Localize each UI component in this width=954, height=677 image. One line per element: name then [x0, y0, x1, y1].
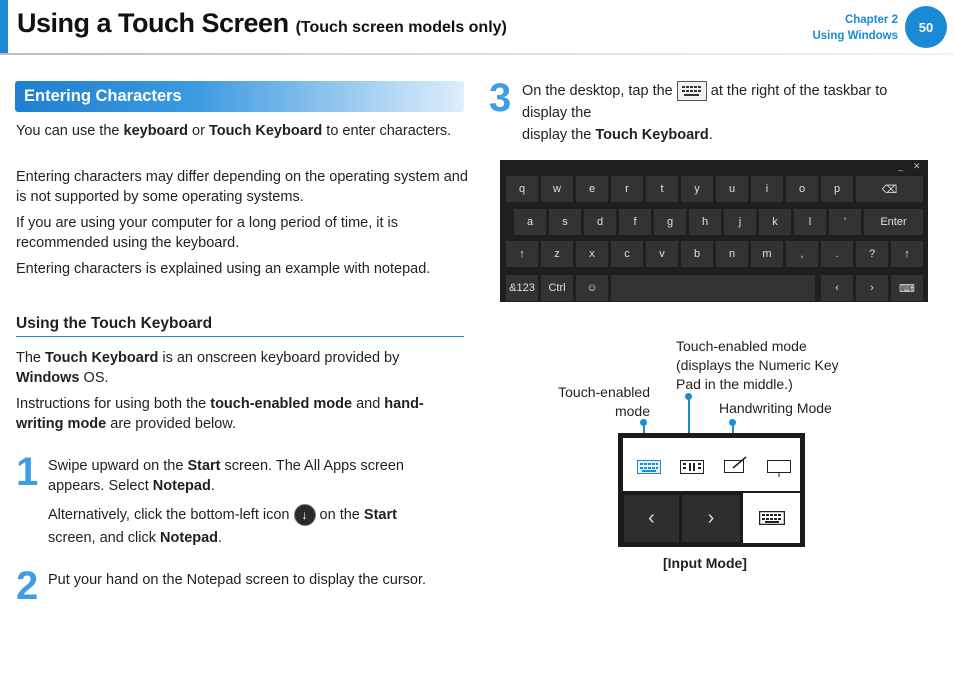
text-run: Swipe upward on the	[48, 458, 188, 474]
text-run: .	[708, 127, 713, 143]
keyboard-switch-button[interactable]	[743, 493, 800, 543]
input-mode-selector	[623, 438, 800, 491]
key-k[interactable]: k	[759, 209, 791, 235]
key-j[interactable]: j	[724, 209, 756, 235]
text-run: OS.	[79, 370, 109, 386]
text-run: or	[187, 123, 209, 139]
key-v[interactable]: v	[646, 241, 678, 267]
key-s[interactable]: s	[549, 209, 581, 235]
key-u[interactable]: u	[716, 176, 748, 202]
key-r[interactable]: r	[611, 176, 643, 202]
key-symbol[interactable]: ↑	[506, 241, 538, 267]
numeric-pointer-dot	[685, 393, 692, 400]
text-run: Alternatively, click the bottom-left icon	[48, 507, 294, 523]
subsection-heading: Using the Touch Keyboard	[16, 315, 464, 337]
key-symbol[interactable]: ☺	[576, 275, 608, 301]
text-run: You can use the	[16, 123, 124, 139]
bold-text: Notepad	[152, 478, 211, 494]
text-run: are provided below.	[106, 416, 237, 432]
chevron-right-icon: ›	[707, 507, 715, 529]
touch-keyboard-mode-icon[interactable]	[637, 460, 661, 474]
keyboard-minimize-button[interactable]: _	[898, 161, 904, 171]
header-divider	[0, 53, 954, 55]
text-run: on the	[315, 507, 364, 523]
step-3-text	[522, 80, 932, 146]
chapter-number: Chapter 2	[844, 14, 898, 26]
notepad-example-paragraph: Entering characters is explained using an example with notepad.	[16, 261, 431, 277]
numeric-mode-label: Touch-enabled mode (displays the Numeric Key Pad in the middle.)	[676, 338, 839, 392]
key-symbol[interactable]: ‹	[821, 275, 853, 301]
bold-text: hand-writing mode	[16, 396, 424, 432]
touch-keyboard-description	[16, 348, 456, 388]
bold-text: Notepad	[160, 530, 219, 546]
text-run: is an onscreen keyboard provided by	[158, 350, 400, 366]
step-1-alternative	[48, 504, 458, 550]
key-n[interactable]: n	[716, 241, 748, 267]
header-accent-bar	[0, 0, 8, 54]
key-i[interactable]: i	[751, 176, 783, 202]
bold-text: Start	[363, 507, 397, 523]
keyboard-icon-graphic	[678, 82, 706, 100]
text-run: at the right of the taskbar to display the	[522, 83, 888, 121]
key-symbol[interactable]: ⌨	[891, 275, 923, 301]
key-b[interactable]: b	[681, 241, 713, 267]
key-t[interactable]: t	[646, 176, 678, 202]
bold-text: Touch Keyboard	[595, 127, 709, 143]
key-symbol[interactable]: ?	[856, 241, 888, 267]
input-mode-panel	[618, 433, 805, 547]
chapter-label	[812, 12, 898, 44]
step-3-number: 3	[489, 76, 512, 120]
touch-enabled-pointer-dot	[640, 419, 647, 426]
key-z[interactable]: z	[541, 241, 573, 267]
handwriting-mode-icon[interactable]	[724, 456, 748, 474]
key-Enter[interactable]: Enter	[864, 209, 923, 235]
input-mode-caption: [Input Mode]	[663, 555, 747, 571]
page-title-text: Using a Touch Screen	[17, 8, 289, 38]
step-1-number: 1	[16, 450, 39, 494]
next-button[interactable]	[682, 495, 740, 542]
text-run: screen. The All Apps screen appears. Select	[48, 458, 405, 494]
key-c[interactable]: c	[611, 241, 643, 267]
key-y[interactable]: y	[681, 176, 713, 202]
key-w[interactable]: w	[541, 176, 573, 202]
text-run: and	[352, 396, 385, 412]
key-e[interactable]: e	[576, 176, 608, 202]
key-f[interactable]: f	[619, 209, 651, 235]
key-space[interactable]	[611, 275, 815, 301]
touch-keyboard-screenshot	[500, 160, 928, 302]
bold-text: Windows	[16, 370, 80, 386]
text-run: The	[16, 350, 46, 366]
previous-button[interactable]	[624, 495, 679, 542]
split-keyboard-mode-icon[interactable]	[680, 460, 704, 474]
key-m[interactable]: m	[751, 241, 783, 267]
bold-text: Touch Keyboard	[45, 350, 159, 366]
key-l[interactable]: l	[794, 209, 826, 235]
key-&123[interactable]: &123	[506, 275, 538, 301]
keyboard-close-button[interactable]: ✕	[913, 161, 921, 171]
step-2-number: 2	[16, 564, 39, 608]
bold-text: Touch Keyboard	[208, 123, 323, 139]
key-g[interactable]: g	[654, 209, 686, 235]
key-d[interactable]: d	[584, 209, 616, 235]
key-o[interactable]: o	[786, 176, 818, 202]
intro-paragraph	[16, 121, 466, 141]
key-p[interactable]: p	[821, 176, 853, 202]
key-symbol[interactable]: ,	[786, 241, 818, 267]
bold-text: keyboard	[123, 123, 188, 139]
key-q[interactable]: q	[506, 176, 538, 202]
key-x[interactable]: x	[576, 241, 608, 267]
section-heading-bar	[15, 81, 464, 112]
key-a[interactable]: a	[514, 209, 546, 235]
os-support-paragraph: Entering characters may differ depending on the operating system and is not supported by some operating systems.	[16, 169, 468, 205]
modes-paragraph	[16, 394, 462, 434]
key-h[interactable]: h	[689, 209, 721, 235]
step-2-text: Put your hand on the Notepad screen to display the cursor.	[48, 572, 427, 588]
text-run: to enter characters.	[322, 123, 452, 139]
text-run: Instructions for using both the	[16, 396, 211, 412]
chapter-title: Using Windows	[812, 30, 898, 42]
page-title-suffix: (Touch screen models only)	[295, 19, 507, 36]
handwriting-mode-label: Handwriting Mode	[719, 400, 832, 416]
page-title	[17, 8, 507, 39]
key-symbol[interactable]: ⌫	[856, 176, 923, 202]
bold-text: touch-enabled mode	[210, 396, 353, 412]
page-number: 50	[918, 19, 934, 35]
key-symbol[interactable]: ↑	[891, 241, 923, 267]
chevron-left-icon: ‹	[648, 507, 655, 529]
page-number-badge	[905, 6, 947, 48]
text-run: screen, and click	[48, 530, 161, 546]
text-run: display the	[522, 127, 596, 143]
text-run: On the desktop, tap the	[522, 83, 677, 99]
long-use-paragraph: If you are using your computer for a long period of time, it is recommended using the keyboard.	[16, 215, 399, 251]
down-arrow-circle-icon[interactable]: ↓	[294, 504, 316, 526]
key-symbol[interactable]: ›	[856, 275, 888, 301]
keyboard-icon	[759, 511, 785, 525]
handwriting-pointer-dot	[729, 419, 736, 426]
section-heading: Entering Characters	[24, 87, 182, 105]
text-run: .	[210, 478, 215, 494]
dock-keyboard-icon[interactable]	[767, 460, 791, 478]
step-1-text	[48, 456, 448, 496]
bold-text: Start	[187, 458, 221, 474]
key-Ctrl[interactable]: Ctrl	[541, 275, 573, 301]
key-symbol[interactable]: '	[829, 209, 861, 235]
key-symbol[interactable]: .	[821, 241, 853, 267]
keyboard-icon[interactable]	[677, 81, 707, 101]
touch-enabled-mode-label: Touch-enabled mode	[558, 384, 650, 419]
text-run: .	[218, 530, 223, 546]
